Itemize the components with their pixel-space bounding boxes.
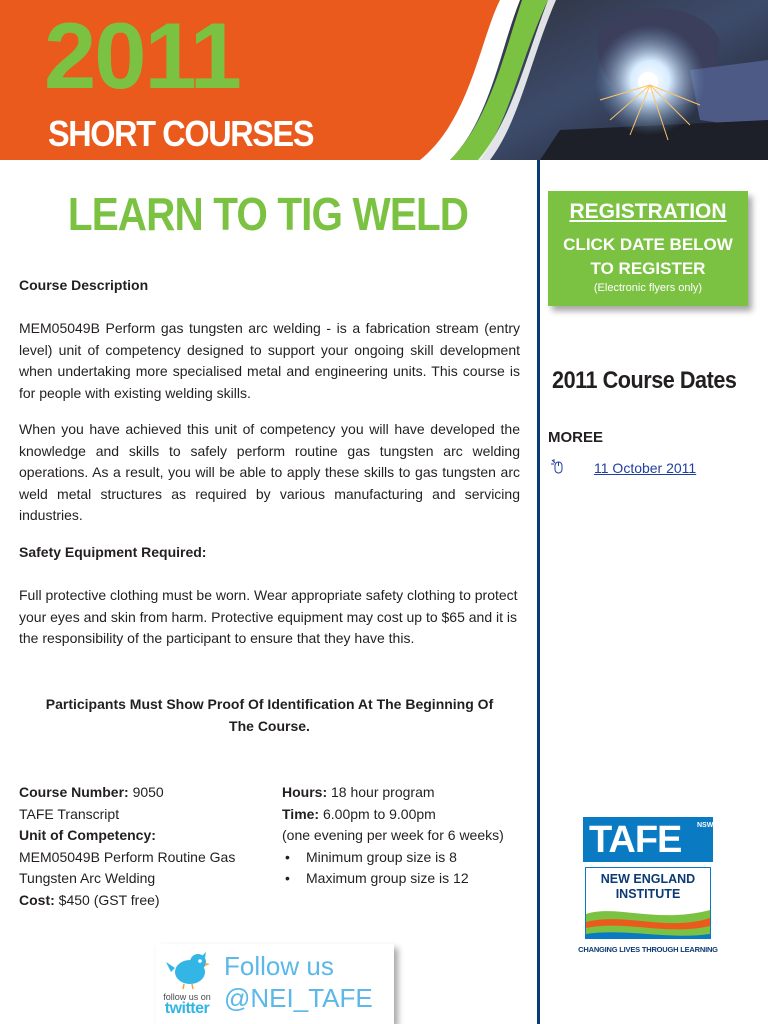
twitter-bird-icon	[162, 950, 218, 990]
group-size-list	[282, 847, 532, 890]
unit-of-competency-line-2: Tungsten Arc Welding	[19, 870, 156, 886]
tafe-institute-name	[586, 872, 710, 902]
registration-instruction-line-2: TO REGISTER	[590, 259, 706, 278]
course-cost-label: Cost:	[19, 891, 55, 908]
course-dates-heading: 2011 Course Dates	[552, 367, 737, 394]
group-size-maximum: • Maximum group size is 12	[282, 868, 532, 890]
course-hours	[282, 782, 532, 804]
mouse-click-icon	[550, 458, 564, 476]
course-cost	[19, 890, 269, 912]
registration-title: REGISTRATION	[569, 200, 727, 223]
unit-of-competency-label: Unit of Competency:	[19, 827, 156, 843]
tafe-institute-line-2: INSTITUTE	[615, 887, 681, 901]
group-size-minimum: • Minimum group size is 8	[282, 847, 532, 869]
tafe-nsw-mark: NSW	[697, 822, 714, 829]
tafe-landscape-waves-icon	[586, 904, 710, 939]
identification-notice-line-1: Participants Must Show Proof Of Identification At The Beginning Of	[45, 696, 494, 712]
tafe-wordmark: TAFE	[589, 819, 682, 861]
twitter-wordmark: twitter	[164, 1000, 210, 1017]
transcript-type: TAFE Transcript	[19, 805, 120, 822]
course-hours-value: 18 hour program	[327, 784, 435, 800]
tafe-new-england-logo	[578, 817, 718, 957]
course-date-link[interactable]: 11 October 2011	[594, 460, 697, 476]
course-description-heading: Course Description	[19, 277, 149, 293]
course-hours-label: Hours:	[282, 784, 328, 800]
registration-instruction-line-1: CLICK DATE BELOW	[563, 235, 733, 254]
course-number-value: 9050	[128, 784, 164, 800]
course-time	[282, 804, 532, 826]
identification-notice	[19, 693, 520, 737]
banner-year: 2011	[44, 3, 240, 108]
registration-box	[548, 191, 748, 306]
safety-equipment-text: Full protective clothing must be worn. Wear appropriate safety clothing to protect your eyes and skin from harm. Protective equipment may cost up to $65 and it is the responsibility of the participant to ensure that they have this.	[19, 587, 518, 646]
course-time-value: 6.00pm to 9.00pm	[319, 805, 436, 822]
twitter-follow-badge[interactable]	[156, 944, 394, 1024]
course-time-label: Time:	[282, 805, 320, 822]
safety-equipment-heading: Safety Equipment Required:	[19, 544, 207, 560]
twitter-handle[interactable]: @NEI_TAFE	[224, 983, 373, 1013]
follow-us-on-text: follow us on	[163, 992, 211, 1002]
column-divider	[537, 160, 540, 1024]
course-description-paragraph-2: When you have achieved this unit of competency you will have developed the knowledge and skills to safely perform routine gas tungsten arc welding operations. As a result, you will be able to apply these skills to gas tungsten arc weld metal structures as required by various manufacturing and servicing industries.	[19, 421, 520, 523]
tafe-tagline: CHANGING LIVES THROUGH LEARNING	[578, 945, 718, 954]
course-location: MOREE	[548, 429, 604, 446]
follow-us-text: Follow us	[224, 951, 334, 981]
course-number	[19, 782, 269, 804]
course-description-paragraph-1: MEM05049B Perform gas tungsten arc welding - is a fabrication stream (entry level) unit of competency designed to support your ongoing skill development when undertaking more specialised metal and engineering units. This course is for people with existing welding skills.	[19, 320, 520, 401]
header-banner	[0, 0, 768, 160]
tafe-institute-box	[585, 867, 711, 939]
identification-notice-line-2: The Course.	[229, 718, 310, 734]
course-number-label: Course Number:	[19, 784, 129, 800]
registration-note: (Electronic flyers only)	[593, 282, 703, 294]
tafe-logo-header	[583, 817, 713, 862]
course-cost-value: $450 (GST free)	[54, 891, 160, 908]
unit-of-competency-line-1: MEM05049B Perform Routine Gas	[19, 848, 236, 865]
course-frequency: (one evening per week for 6 weeks)	[282, 827, 504, 843]
course-details-left	[19, 782, 269, 911]
banner-subtitle: SHORT COURSES	[48, 113, 314, 154]
tafe-institute-line-1: NEW ENGLAND	[600, 872, 696, 886]
course-details-right	[282, 782, 532, 890]
course-title: LEARN TO TIG WELD	[67, 188, 469, 240]
